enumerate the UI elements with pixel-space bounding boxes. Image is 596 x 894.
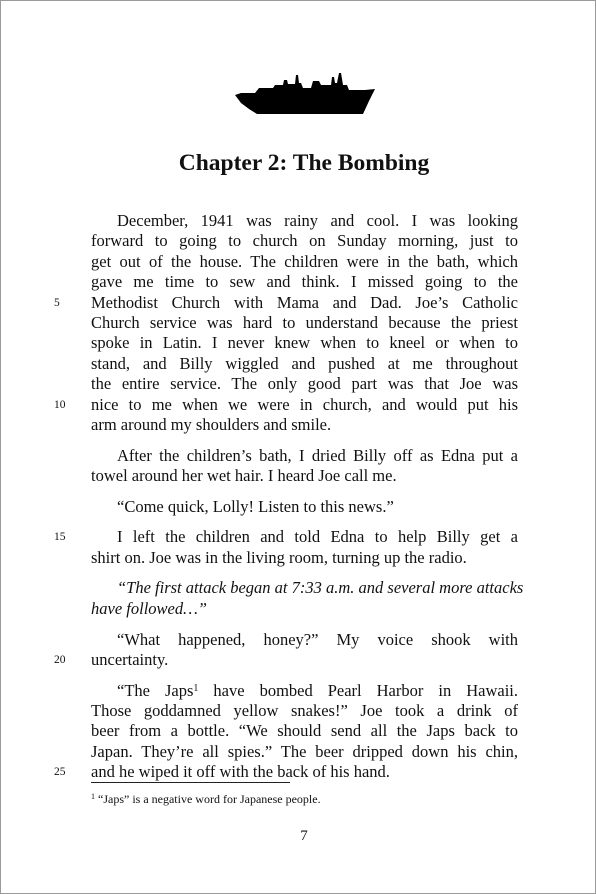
paragraph-gap <box>91 619 518 629</box>
line-text: “The Japs <box>117 680 194 700</box>
text-line <box>54 527 518 547</box>
text-line <box>91 374 518 394</box>
line-text: “What happened, honey?” My voice shook with <box>117 629 518 649</box>
text-line <box>91 252 518 272</box>
text-line <box>91 701 518 721</box>
line-number: 5 <box>54 296 60 309</box>
line-number: 10 <box>54 398 66 411</box>
text-line <box>54 649 518 670</box>
paragraph-gap <box>91 486 518 496</box>
line-text: Japan. They’re all spies.” The beer dripped down his chin, <box>91 741 518 761</box>
line-text: gave me time to sew and think. I missed going to the <box>91 272 518 292</box>
paragraph-gap <box>91 670 518 680</box>
text-line <box>91 466 518 486</box>
footnote <box>91 792 321 807</box>
text-line <box>91 630 518 650</box>
footnote-text: “Japs” is a negative word for Japanese people. <box>95 792 321 806</box>
line-text: get out of the house. The children were in the bath, which <box>91 251 518 271</box>
line-text: the entire service. The only good part was that Joe was <box>91 374 518 394</box>
text-line <box>91 721 518 741</box>
line-text: towel around her wet hair. I heard Joe call me. <box>91 465 397 485</box>
line-text: “The first attack began at 7:33 a.m. and several more attacks <box>117 578 524 598</box>
line-number: 20 <box>54 653 66 666</box>
text-line <box>54 394 518 415</box>
line-text: and he wiped it off with the back of his hand. <box>91 762 390 782</box>
line-text: nice to me when we were in church, and would put his <box>91 394 518 414</box>
line-text: After the children’s bath, I dried Billy off as Edna put a <box>117 445 518 465</box>
text-line <box>91 742 518 762</box>
text-line <box>54 762 518 782</box>
text-line <box>91 415 518 435</box>
line-text: shirt on. Joe was in the living room, turning up the radio. <box>91 547 467 567</box>
text-line <box>91 599 518 619</box>
line-text: I left the children and told Edna to help Billy get a <box>117 527 518 547</box>
line-text-continued: have bombed Pearl Harbor in Hawaii. <box>198 680 518 700</box>
line-text: Church service was hard to understand because the priest <box>91 312 518 332</box>
text-line <box>91 211 518 231</box>
line-text: “Come quick, Lolly! Listen to this news.” <box>117 496 394 516</box>
text-line <box>91 231 518 251</box>
chapter-body <box>54 211 524 783</box>
line-text: have followed…” <box>91 598 207 618</box>
footnote-reference: 1 <box>193 682 199 694</box>
line-text: Methodist Church with Mama and Dad. Joe’s Catholic <box>91 292 518 312</box>
text-line <box>91 578 524 598</box>
footnote-rule <box>91 782 290 783</box>
paragraph-gap <box>91 517 518 527</box>
text-line <box>91 681 518 701</box>
page-number: 7 <box>300 828 308 844</box>
line-text: uncertainty. <box>91 649 169 669</box>
paragraph-gap <box>91 435 518 445</box>
text-line <box>91 548 518 568</box>
line-number: 25 <box>54 766 66 779</box>
line-text: arm around my shoulders and smile. <box>91 414 332 434</box>
line-number: 15 <box>54 531 66 544</box>
line-text: beer from a bottle. “We should send all the Japs back to <box>91 721 518 741</box>
text-line <box>54 292 518 313</box>
text-line <box>91 446 518 466</box>
line-text: forward to going to church on Sunday morning, just to <box>91 231 518 251</box>
text-line <box>91 272 518 292</box>
line-text: December, 1941 was rainy and cool. I was looking <box>117 211 518 230</box>
text-line <box>91 333 518 353</box>
text-line <box>91 497 518 517</box>
text-line <box>91 313 518 333</box>
line-text: spoke in Latin. I never knew when to kneel or when to <box>91 333 518 353</box>
text-line <box>91 354 518 374</box>
chapter-title: Chapter 2: The Bombing <box>178 150 430 176</box>
footnote-marker: 1 <box>91 792 95 801</box>
line-text: stand, and Billy wiggled and pushed at me throughout <box>91 353 518 373</box>
ship-silhouette-icon <box>235 71 375 117</box>
line-text: Those goddamned yellow snakes!” Joe took a drink of <box>91 700 518 720</box>
paragraph-gap <box>91 568 518 578</box>
